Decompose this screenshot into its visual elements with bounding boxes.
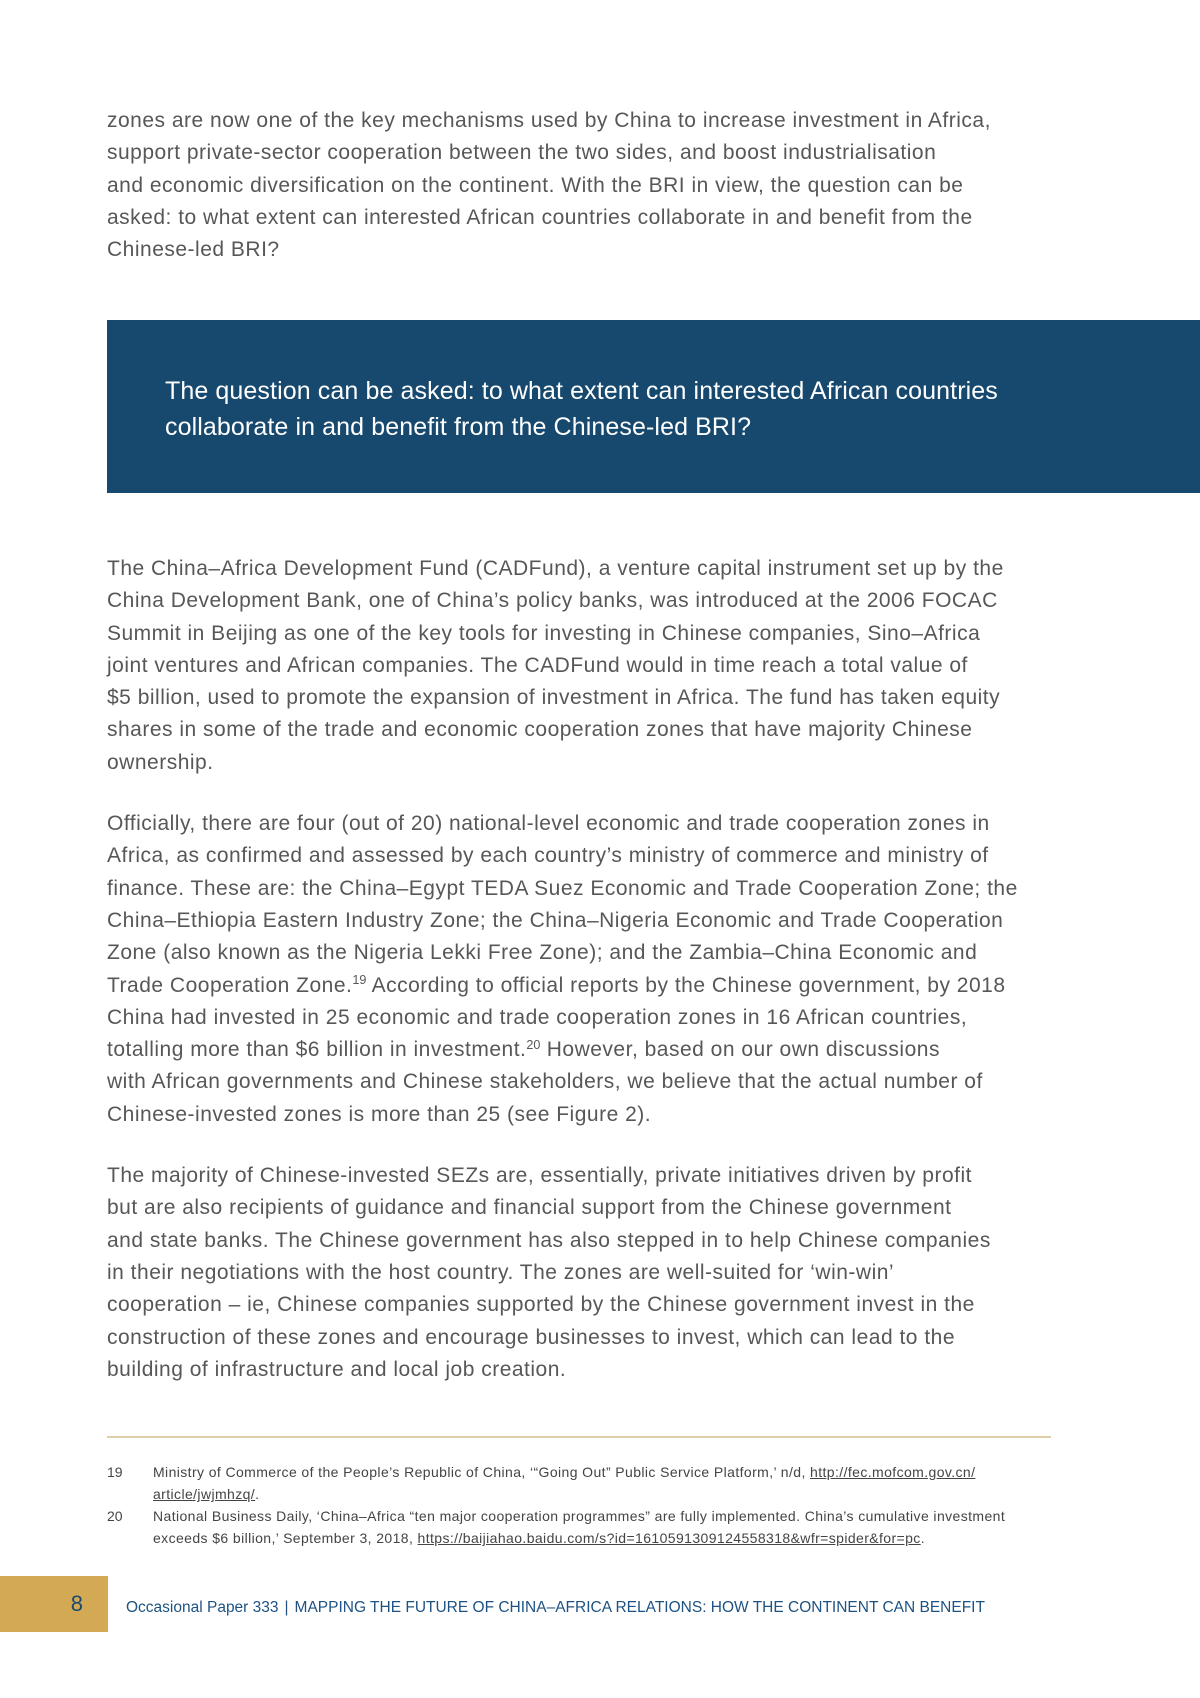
footer-series: Occasional Paper 333 — [126, 1599, 279, 1616]
footer-separator: | — [284, 1599, 289, 1616]
paragraph-line: and state banks. The Chinese government has also stepped in to help Chinese companies — [107, 1228, 991, 1252]
paragraph-line: Summit in Beijing as one of the key tools for investing in Chinese companies, Sino–Africa — [107, 621, 981, 645]
footnote — [107, 1505, 1005, 1549]
main-body — [107, 553, 1018, 1415]
paragraph-line: $5 billion, used to promote the expansion of investment in Africa. The fund has taken equity — [107, 686, 1001, 710]
footer-title: MAPPING THE FUTURE OF CHINA–AFRICA RELATIONS: HOW THE CONTINENT CAN BENEFIT — [294, 1599, 985, 1616]
paragraph-line: Zone (also known as the Nigeria Lekki Free Zone); and the Zambia–China Economic and — [107, 941, 978, 965]
paragraph-line: in their negotiations with the host country. The zones are well-suited for ‘win-win’ — [107, 1260, 895, 1284]
paragraph-line: China Development Bank, one of China’s policy banks, was introduced at the 2006 FOCAC — [107, 589, 998, 613]
paragraph-line: The China–Africa Development Fund (CADFund), a venture capital instrument set up by the — [107, 557, 1004, 580]
paragraph-line: with African governments and Chinese stakeholders, we believe that the actual number of — [107, 1070, 983, 1094]
body-paragraph — [107, 808, 1018, 1131]
footnotes — [107, 1461, 1005, 1549]
paragraph-line — [107, 970, 1018, 1002]
footnote-rule — [107, 1436, 1051, 1438]
running-footer — [126, 1596, 985, 1620]
paragraph-line: Officially, there are four (out of 20) national-level economic and trade cooperation zones in — [107, 812, 990, 836]
footnote-link[interactable]: http://fec.mofcom.gov.cn/ — [810, 1464, 976, 1480]
line-text: totalling more than $6 billion in investment. — [107, 1038, 527, 1062]
footnote — [107, 1461, 1005, 1505]
footnote-line — [153, 1505, 1005, 1527]
body-paragraph — [107, 553, 1018, 779]
intro-line: Chinese-led BRI? — [107, 238, 280, 262]
page-number-box — [0, 1576, 108, 1632]
paragraph-line: construction of these zones and encourage businesses to invest, which can lead to the — [107, 1325, 956, 1349]
paragraph-line: shares in some of the trade and economic cooperation zones that have majority Chinese — [107, 718, 973, 742]
pull-quote-line: collaborate in and benefit from the Chinese-led BRI? — [165, 413, 752, 441]
paragraph-line: building of infrastructure and local job creation. — [107, 1357, 567, 1381]
footnote-text: exceeds $6 billion,’ September 3, 2018, — [153, 1530, 418, 1546]
line-text: Trade Cooperation Zone. — [107, 973, 353, 997]
paragraph-line: finance. These are: the China–Egypt TEDA Suez Economic and Trade Cooperation Zone; the — [107, 876, 1018, 900]
page-number: 8 — [70, 1591, 83, 1616]
paragraph-line: The majority of Chinese-invested SEZs are, essentially, private initiatives driven by profit — [107, 1164, 972, 1188]
footnote-number: 20 — [107, 1508, 123, 1524]
footnote-text: Ministry of Commerce of the People’s Republic of China, ‘“Going Out” Public Service Platform,’ n/d, — [153, 1464, 811, 1480]
footnote-line — [153, 1527, 1005, 1549]
footnote-link[interactable]: https://baijiahao.baidu.com/s?id=1610591309124558318&wfr=spider&for=pc — [417, 1530, 921, 1546]
intro-line: and economic diversification on the continent. With the BRI in view, the question can be — [107, 173, 964, 197]
line-text: However, based on our own discussions — [540, 1038, 940, 1062]
paragraph-line: joint ventures and African companies. The CADFund would in time reach a total value of — [107, 653, 968, 677]
footnote-number: 19 — [107, 1464, 123, 1480]
intro-paragraph — [107, 105, 991, 266]
footnote-line — [153, 1483, 1005, 1505]
paragraph-line — [107, 1034, 1018, 1066]
footnote-reference[interactable]: 20 — [526, 1037, 541, 1052]
pull-quote-box — [107, 320, 1200, 493]
paragraph-line: Chinese-invested zones is more than 25 (see Figure 2). — [107, 1102, 652, 1126]
pull-quote-text — [165, 373, 998, 445]
footnote-text: National Business Daily, ‘China–Africa “ten major cooperation programmes” are fully implemented. China’s cumulative investment — [153, 1508, 1006, 1524]
paragraph-line: China–Ethiopia Eastern Industry Zone; the China–Nigeria Economic and Trade Cooperation — [107, 908, 1004, 932]
line-text: According to official reports by the Chinese government, by 2018 — [366, 973, 1006, 997]
paragraph-line: but are also recipients of guidance and financial support from the Chinese government — [107, 1196, 952, 1220]
footnote-line — [153, 1461, 1005, 1483]
pull-quote-line: The question can be asked: to what extent can interested African countries — [165, 377, 998, 405]
footnote-link[interactable]: article/jwjmhzq/ — [153, 1486, 256, 1502]
footnote-text: . — [920, 1530, 926, 1546]
paragraph-line: Africa, as confirmed and assessed by each country’s ministry of commerce and ministry of — [107, 844, 989, 868]
footnote-text: . — [255, 1486, 260, 1502]
paragraph-line: China had invested in 25 economic and trade cooperation zones in 16 African countries, — [107, 1005, 968, 1029]
intro-line: zones are now one of the key mechanisms used by China to increase investment in Africa, — [107, 109, 991, 132]
body-paragraph — [107, 1160, 1018, 1386]
intro-line: support private-sector cooperation between the two sides, and boost industrialisation — [107, 141, 937, 165]
intro-line: asked: to what extent can interested African countries collaborate in and benefit from the — [107, 205, 973, 229]
paragraph-line: ownership. — [107, 750, 214, 774]
paragraph-line: cooperation – ie, Chinese companies supported by the Chinese government invest in the — [107, 1293, 975, 1317]
footnote-reference[interactable]: 19 — [352, 973, 367, 988]
